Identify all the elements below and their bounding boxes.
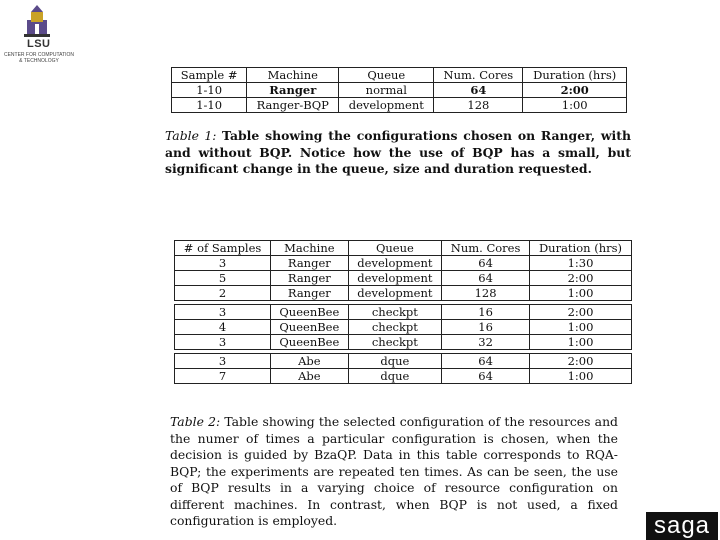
table-1-header <box>172 68 627 83</box>
table-cell: 2 <box>175 286 271 301</box>
table-cell: 3 <box>175 256 271 271</box>
table-1 <box>171 67 627 113</box>
table-cell: 2:00 <box>529 305 631 320</box>
table-row <box>175 335 632 350</box>
table-cell: 1:00 <box>529 335 631 350</box>
lsu-tower-icon <box>22 4 52 38</box>
table-cell: 128 <box>442 286 530 301</box>
table-cell: 64 <box>442 256 530 271</box>
table-cell: development <box>348 256 442 271</box>
lsu-logo <box>0 0 78 80</box>
header-cell: Machine <box>247 68 339 83</box>
table-cell: 3 <box>175 335 271 350</box>
caption-label: Table 2: <box>170 414 221 429</box>
header-cell: Queue <box>339 68 434 83</box>
table-cell: 64 <box>434 83 523 98</box>
table-cell: 1:00 <box>529 369 631 384</box>
table-cell: Abe <box>271 369 348 384</box>
table-cell: 1:00 <box>529 286 631 301</box>
table-cell: 16 <box>442 320 530 335</box>
table-cell: dque <box>348 354 442 369</box>
table-cell: 5 <box>175 271 271 286</box>
header-cell: Sample # <box>172 68 247 83</box>
table-row <box>175 286 632 301</box>
table-cell: normal <box>339 83 434 98</box>
table-2 <box>174 240 632 384</box>
table-cell: 2:00 <box>529 354 631 369</box>
table-cell: 2:00 <box>523 83 627 98</box>
header-cell: Num. Cores <box>434 68 523 83</box>
table-cell: 64 <box>442 369 530 384</box>
header-cell: Duration (hrs) <box>529 241 631 256</box>
table-row <box>175 271 632 286</box>
table-cell: Ranger <box>247 83 339 98</box>
table-cell: 3 <box>175 305 271 320</box>
table-cell: Abe <box>271 354 348 369</box>
table-cell: 1:30 <box>529 256 631 271</box>
table-2-caption <box>170 414 618 530</box>
table-cell: development <box>339 98 434 113</box>
table-cell: Ranger <box>271 286 348 301</box>
header-cell: Queue <box>348 241 442 256</box>
table-cell: 128 <box>434 98 523 113</box>
table-cell: development <box>348 286 442 301</box>
header-cell: Duration (hrs) <box>523 68 627 83</box>
table-cell: QueenBee <box>271 335 348 350</box>
table-cell: 64 <box>442 271 530 286</box>
table-cell: checkpt <box>348 305 442 320</box>
table-cell: QueenBee <box>271 305 348 320</box>
table-row <box>175 369 632 384</box>
table-row <box>172 83 627 98</box>
table-cell: Ranger <box>271 271 348 286</box>
table-cell: 3 <box>175 354 271 369</box>
table-cell: checkpt <box>348 335 442 350</box>
caption-text: Table showing the configurations chosen on Ranger, with and without BQP. Notice how the use of BQP has a small, but significant change in the queue, size and duration requested. <box>165 128 631 176</box>
table-cell: 1-10 <box>172 98 247 113</box>
table-row <box>175 354 632 369</box>
table-cell: 4 <box>175 320 271 335</box>
table-cell: 1:00 <box>523 98 627 113</box>
logo-subtitle: CENTER FOR COMPUTATION & TECHNOLOGY <box>3 52 75 64</box>
table-cell: dque <box>348 369 442 384</box>
caption-label: Table 1: <box>165 128 217 143</box>
table-cell: 32 <box>442 335 530 350</box>
logo-name: LSU <box>27 38 51 50</box>
table-cell: Ranger <box>271 256 348 271</box>
table-row <box>175 320 632 335</box>
table-2-header <box>175 241 632 256</box>
table-cell: QueenBee <box>271 320 348 335</box>
table-cell: 16 <box>442 305 530 320</box>
table-cell: checkpt <box>348 320 442 335</box>
header-cell: # of Samples <box>175 241 271 256</box>
table-cell: 1-10 <box>172 83 247 98</box>
table-row <box>172 98 627 113</box>
table-cell: development <box>348 271 442 286</box>
header-cell: Machine <box>271 241 348 256</box>
table-row <box>175 305 632 320</box>
table-cell: 1:00 <box>529 320 631 335</box>
table-cell: 7 <box>175 369 271 384</box>
saga-logo: saga <box>646 512 718 540</box>
table-1-caption <box>165 128 631 178</box>
table-cell: 2:00 <box>529 271 631 286</box>
table-row <box>175 256 632 271</box>
caption-text: Table showing the selected configuration of the resources and the numer of times a particular configuration is chosen, when the decision is guided by BzaQP. Data in this table corresponds to RQA-BQP; the experiments are repeated ten times. As can be seen, the use of BQP results in a varying choice of resource configuration on different machines. In contrast, when BQP is not used, a fixed configuration is employed. <box>170 414 618 528</box>
table-cell: Ranger-BQP <box>247 98 339 113</box>
header-cell: Num. Cores <box>442 241 530 256</box>
table-cell: 64 <box>442 354 530 369</box>
